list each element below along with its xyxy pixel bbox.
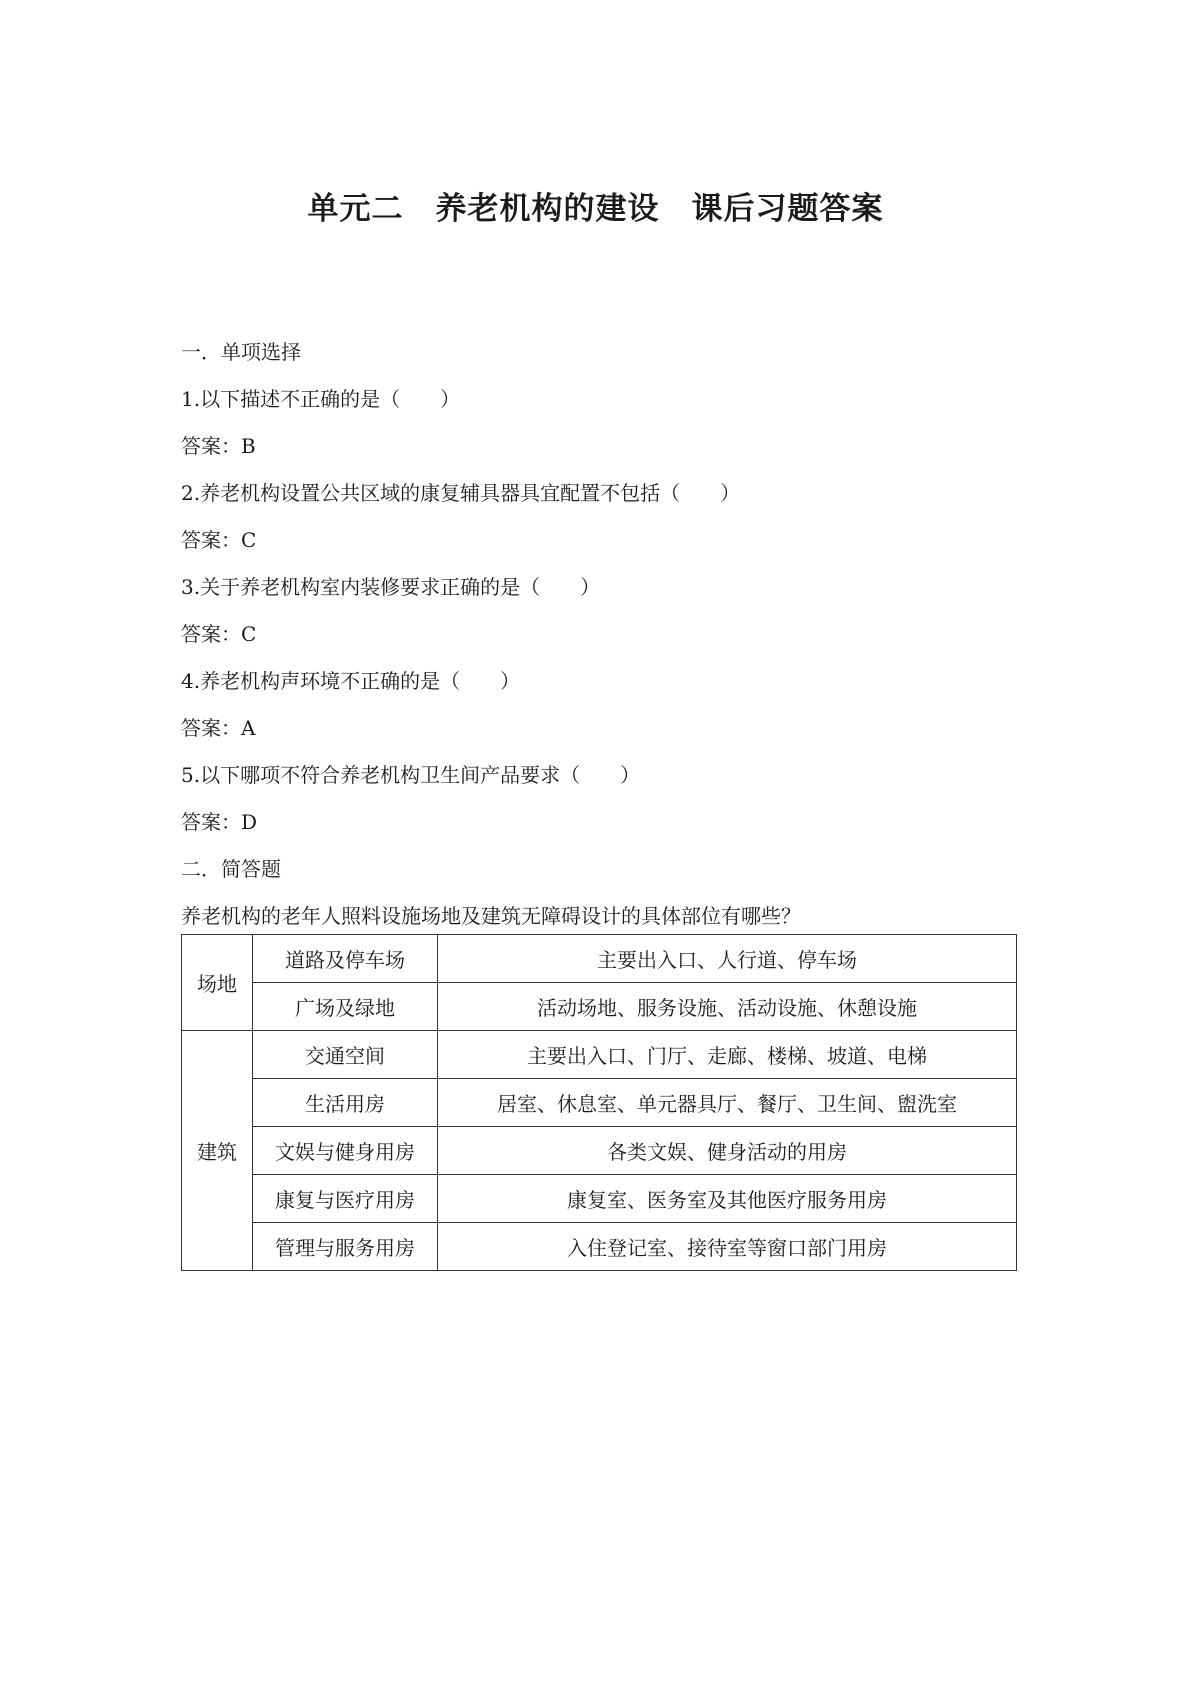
subcategory-cell: 管理与服务用房 (253, 1223, 438, 1271)
answer-2: 答案：C (181, 528, 257, 552)
detail-cell: 居室、休息室、单元器具厅、餐厅、卫生间、盥洗室 (438, 1079, 1017, 1127)
detail-cell: 活动场地、服务设施、活动设施、休憩设施 (438, 983, 1017, 1031)
document-body (181, 340, 1021, 1271)
detail-cell: 入住登记室、接待室等窗口部门用房 (438, 1223, 1017, 1271)
subcategory-cell: 广场及绿地 (253, 983, 438, 1031)
subcategory-cell: 交通空间 (253, 1031, 438, 1079)
answer-4: 答案：A (181, 716, 256, 740)
table-row (182, 1127, 1017, 1175)
table-row (182, 983, 1017, 1031)
answer-table (181, 934, 1017, 1271)
subcategory-cell: 道路及停车场 (253, 935, 438, 983)
subcategory-cell: 康复与医疗用房 (253, 1175, 438, 1223)
answer-5: 答案：D (181, 810, 258, 834)
detail-cell: 各类文娱、健身活动的用房 (438, 1127, 1017, 1175)
detail-cell: 主要出入口、门厅、走廊、楼梯、坡道、电梯 (438, 1031, 1017, 1079)
category-cell: 建筑 (182, 1031, 253, 1271)
question-1: 1.以下描述不正确的是（ ） (181, 387, 461, 411)
answer-3: 答案：C (181, 622, 257, 646)
table-row (182, 935, 1017, 983)
question-3: 3.关于养老机构室内装修要求正确的是（ ） (181, 575, 601, 599)
detail-cell: 主要出入口、人行道、停车场 (438, 935, 1017, 983)
table-row (182, 1031, 1017, 1079)
question-2: 2.养老机构设置公共区域的康复辅具器具宜配置不包括（ ） (181, 481, 741, 505)
short-answer-question: 养老机构的老年人照料设施场地及建筑无障碍设计的具体部位有哪些？ (181, 904, 801, 928)
table-row (182, 1175, 1017, 1223)
subcategory-cell: 文娱与健身用房 (253, 1127, 438, 1175)
question-4: 4.养老机构声环境不正确的是（ ） (181, 669, 521, 693)
table-row (182, 1079, 1017, 1127)
page-title: 单元二 养老机构的建设 课后习题答案 (307, 191, 884, 227)
section-heading-single-choice: 一．单项选择 (181, 340, 301, 364)
question-5: 5.以下哪项不符合养老机构卫生间产品要求（ ） (181, 763, 641, 787)
section-heading-short-answer: 二．简答题 (181, 857, 281, 881)
category-cell: 场地 (182, 935, 253, 1031)
table-row (182, 1223, 1017, 1271)
detail-cell: 康复室、医务室及其他医疗服务用房 (438, 1175, 1017, 1223)
answer-1: 答案：B (181, 434, 256, 458)
subcategory-cell: 生活用房 (253, 1079, 438, 1127)
